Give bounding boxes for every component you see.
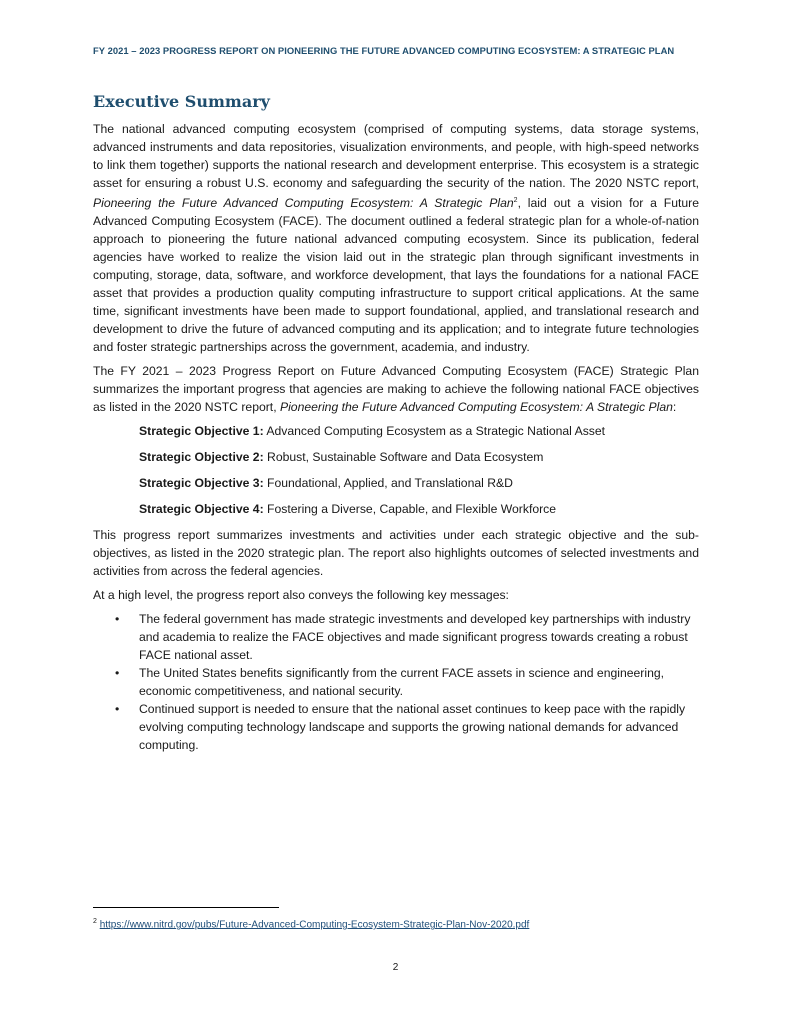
report-title-italic-2: Pioneering the Future Advanced Computing Ecosystem: A Strategic Plan	[279, 400, 673, 415]
summary-paragraph	[93, 362, 699, 416]
summary-text-a: The FY 2021 – 2023 Progress Report on Future Advanced Computing Ecosystem (FACE) Strategic Plan summarizes the important progress that agencies are making to achieve the following national FACE objectives as listed in the 2020 NSTC report,	[93, 364, 699, 415]
bullet-text: Continued support is needed to ensure that the national asset continues to keep pace with the rapidly evolving computing technology landscape and supports the growing national demands for advanced computing.	[139, 702, 686, 753]
list-item	[93, 700, 699, 754]
page-number: 2	[392, 962, 399, 973]
footnote-link[interactable]: https://www.nitrd.gov/pubs/Future-Advanced-Computing-Ecosystem-Strategic-Plan-Nov-2020.pdf	[99, 919, 530, 931]
bullet-icon: •	[115, 612, 120, 627]
intro-text-b: , laid out a vision for a Future Advanced Computing Ecosystem (FACE). The document outlined a federal strategic plan for a whole-of-nation approach to pioneering the future national advanced computing ecosystem. Since its publication, federal agencies have worked to realize the vision laid out in the strategic plan through significant investments in computing, storage, data, software, and workforce development, that lays the foundations for a national FACE asset that provides a production quality computing infrastructure to support critical applications. At the same time, significant investments have been made to support foundational, applied, and translational research and development to drive the future of advanced computing and its application; and to integrate future technologies and foster strategic partnerships across the government, academia, and industry.	[93, 196, 699, 355]
objective-label: Strategic Objective 3:	[139, 476, 264, 491]
objective-label: Strategic Objective 4:	[139, 502, 264, 517]
objective-label: Strategic Objective 2:	[139, 450, 264, 465]
bullet-icon: •	[115, 702, 120, 717]
bullet-icon: •	[115, 666, 120, 681]
intro-paragraph	[93, 120, 699, 356]
objective-text: Advanced Computing Ecosystem as a Strategic National Asset	[263, 424, 606, 439]
section-body	[93, 120, 699, 754]
objective-item	[139, 474, 699, 492]
footnote-ref[interactable]: 2	[513, 197, 518, 204]
scope-paragraph: This progress report summarizes investments and activities under each strategic objective and the sub-objectives, as listed in the 2020 strategic plan. The report also highlights outcomes of selected investments and activities from across the federal agencies.	[93, 528, 699, 579]
objective-text: Fostering a Diverse, Capable, and Flexible Workforce	[263, 502, 557, 517]
section-heading: Executive Summary	[93, 92, 270, 111]
list-item	[93, 610, 699, 664]
list-item	[93, 664, 699, 700]
objectives-list	[93, 422, 699, 518]
footnote-number: 2	[93, 918, 97, 925]
report-title-italic: Pioneering the Future Advanced Computing Ecosystem: A Strategic Plan	[93, 196, 514, 211]
bullet-text: The federal government has made strategic investments and developed key partnerships with industry and academia to realize the FACE objectives and made significant progress towards creating a robust FACE national asset.	[139, 612, 691, 663]
objective-text: Foundational, Applied, and Translational R&D	[263, 476, 513, 491]
key-messages-intro: At a high level, the progress report also conveys the following key messages:	[93, 588, 509, 603]
key-messages-list	[93, 610, 699, 754]
objective-text: Robust, Sustainable Software and Data Ecosystem	[263, 450, 544, 465]
footnote	[93, 918, 529, 930]
intro-text-a: The national advanced computing ecosystem (comprised of computing systems, data storage systems, advanced instruments and data repositories, visualization environments, and people, with high-speed networks to link them together) supports the national research and development enterprise. This ecosystem is a strategic asset for ensuring a robust U.S. economy and safeguarding the security of the nation. The 2020 NSTC report,	[93, 122, 699, 190]
objective-label: Strategic Objective 1:	[139, 424, 264, 439]
running-header: FY 2021 – 2023 PROGRESS REPORT ON PIONEERING THE FUTURE ADVANCED COMPUTING ECOSYSTEM: A STRATEGIC PLAN	[93, 45, 675, 56]
objective-item	[139, 422, 699, 440]
summary-text-b: :	[672, 400, 677, 415]
footnote-divider	[93, 907, 279, 908]
objective-item	[139, 448, 699, 466]
bullet-text: The United States benefits significantly from the current FACE assets in science and engineering, economic competitiveness, and national security.	[139, 666, 665, 699]
objective-item	[139, 500, 699, 518]
